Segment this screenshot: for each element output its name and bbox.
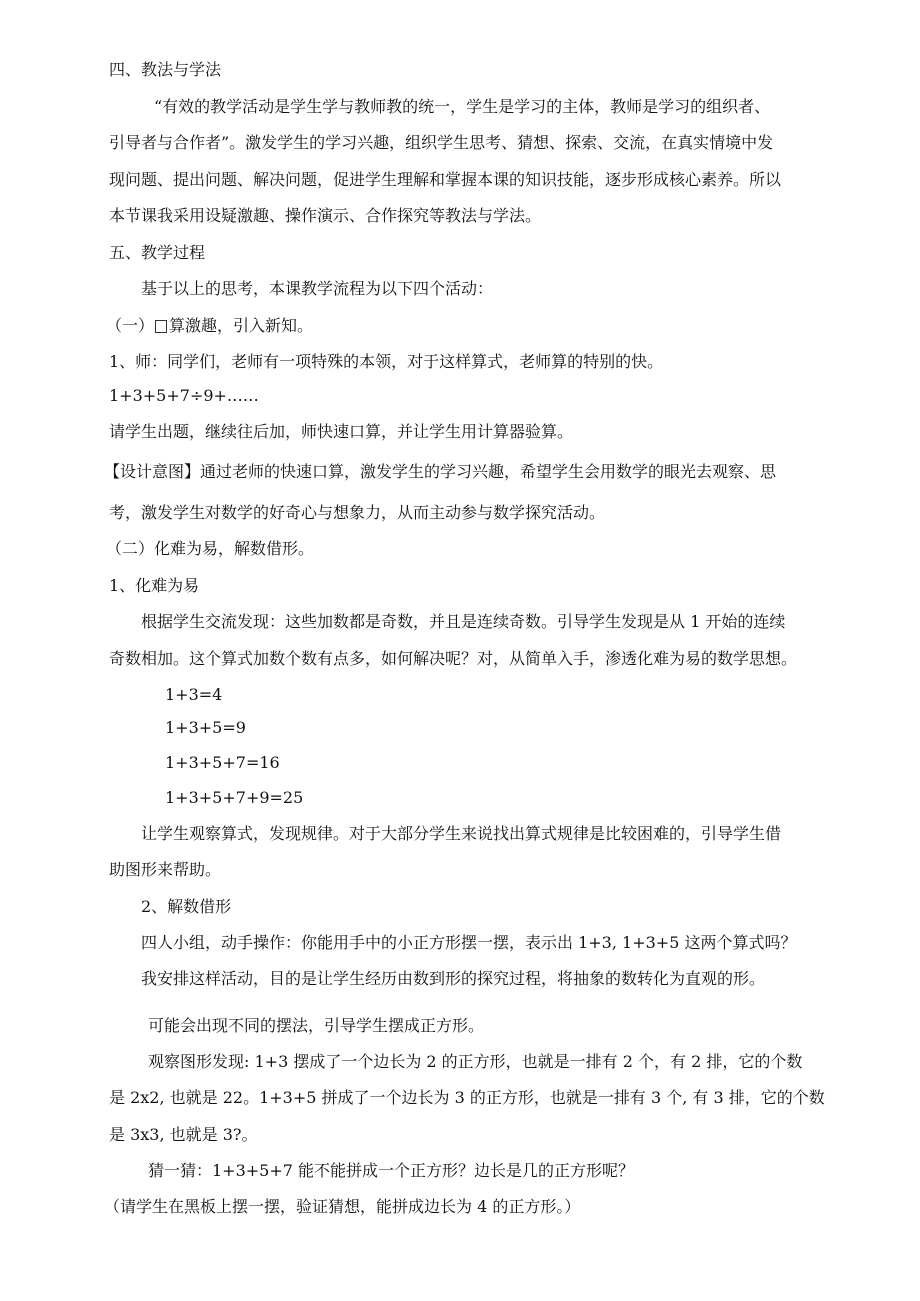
section-heading-5: 五、教学过程 [109,243,206,262]
paragraph-line: 可能会出现不同的摆法，引导学生摆成正方形。 [148,1016,485,1035]
activity-title: 算激趣，引入新知。 [169,316,314,335]
paragraph-line: （请学生在黑板上摆一摆，验证猜想，能拼成边长为 4 的正方形。） [104,1197,581,1216]
paragraph-line: 请学生出题，继续往后加，师快速口算，并让学生用计算器验算。 [109,422,574,441]
equation-line: 1+3+5=9 [165,718,246,737]
paragraph-line: 我安排这样活动，目的是让学生经历由数到形的探究过程，将抽象的数转化为直观的形。 [141,969,766,988]
paragraph-line: 引导者与合作者”。激发学生的学习兴趣，组织学生思考、猜想、探索、交流，在真实情境中发 [109,133,774,152]
paragraph-line: 是 3x3, 也就是 3?。 [109,1125,258,1144]
design-intent-line: 【设计意图】通过老师的快速口算，激发学生的学习兴趣，希望学生会用数学的眼光去观察、思 [104,462,777,481]
paragraph-line: 四人小组，动手操作：你能用手中的小正方形摆一摆，表示出 1+3, 1+3+5 这两个算式吗？ [141,933,797,952]
equation-line: 1+3+5+7=16 [165,753,280,772]
paragraph-line: 让学生观察算式，发现规律。对于大部分学生来说找出算式规律是比较困难的，引导学生借 [141,824,782,843]
design-intent-line: 考，激发学生对数学的好奇心与想象力，从而主动参与数学探究活动。 [109,503,606,522]
paragraph-line: 根据学生交流发现：这些加数都是奇数，并且是连续奇数。引导学生发现是从 1 开始的连续 [141,612,786,631]
paragraph-line: 猜一猜：1+3+5+7 能不能拼成一个正方形？边长是几的正方形呢？ [148,1161,635,1180]
paragraph-line: 1、师：同学们，老师有一项特殊的本领，对于这样算式，老师算的特别的快。 [109,352,664,371]
paragraph-line: 助图形来帮助。 [109,860,222,879]
subheading-activity-1 [106,316,313,336]
section-heading-4: 四、教法与学法 [109,60,222,79]
sub-subheading: 1、化难为易 [109,576,200,595]
paragraph-line: 奇数相加。这个算式加数个数有点多，如何解决呢？对，从简单入手，渗透化难为易的数学思想。 [109,649,798,668]
paragraph-line: 是 2x2, 也就是 22。1+3+5 拼成了一个边长为 3 的正方形，也就是一排有 3 个, 有 3 排，它的个数 [109,1088,825,1107]
equation-line: 1+3+5+7+9=25 [165,788,304,807]
paragraph-line: 现问题、提出问题、解决问题，促进学生理解和掌握本课的知识技能，逐步形成核心素养。所以 [109,170,782,189]
paragraph-line: 观察图形发现: 1+3 摆成了一个边长为 2 的正方形，也就是一排有 2 个，有 2 排，它的个数 [148,1052,803,1071]
paragraph-line: 基于以上的思考，本课教学流程为以下四个活动： [141,279,494,298]
paragraph-line: 本节课我采用设疑激趣、操作演示、合作探究等教法与学法。 [109,206,542,225]
equation-line: 1+3+5+7÷9+…… [109,386,259,405]
missing-glyph-box [155,320,167,333]
equation-line: 1+3=4 [165,685,223,704]
paragraph-line: “有效的教学活动是学生学与教师教的统一，学生是学习的主体，教师是学习的组织者、 [154,97,771,116]
activity-number: （一） [106,316,155,335]
subheading-activity-2: （二）化难为易，解数借形。 [106,539,315,558]
sub-subheading: 2、解数借形 [141,897,232,916]
